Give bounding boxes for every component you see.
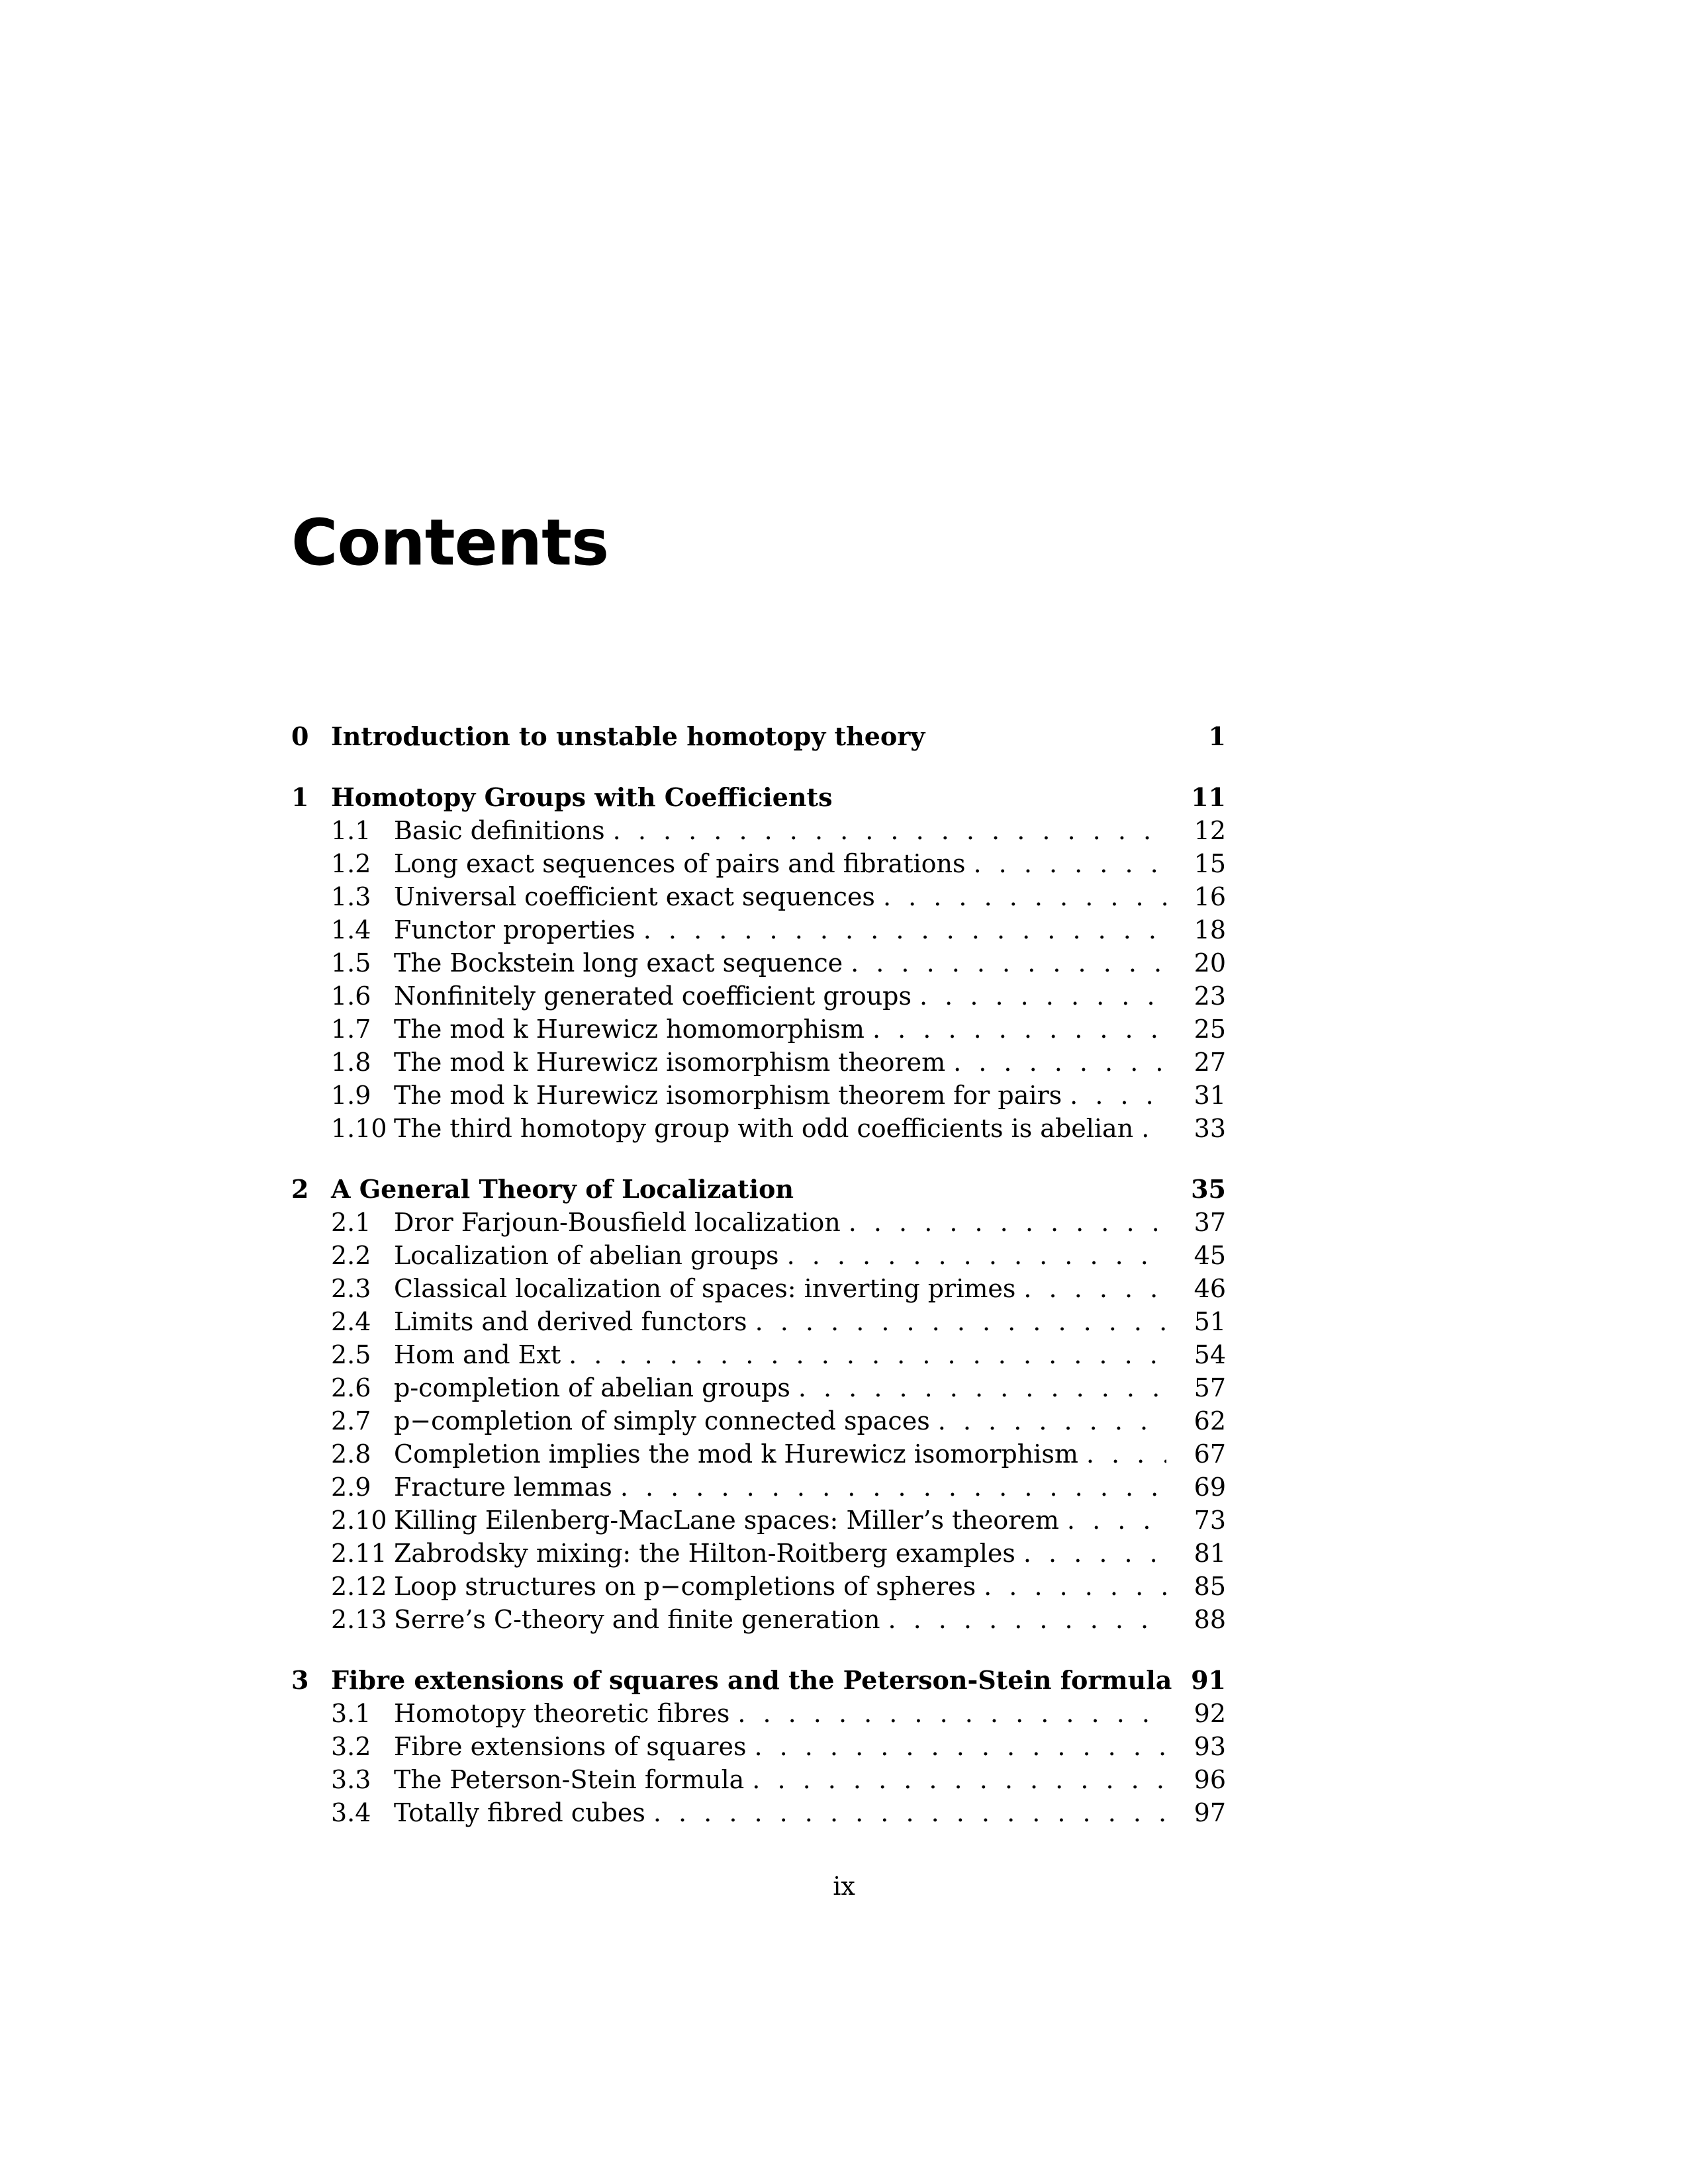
section-number: 2.2: [331, 1241, 371, 1270]
section-title: Nonfinitely generated coefficient groups: [394, 981, 912, 1011]
chapter-title: Homotopy Groups with Coefficients: [331, 782, 833, 812]
section-number: 2.10: [331, 1506, 387, 1535]
dot-leader: [849, 1206, 1166, 1239]
section-title: Basic definitions: [394, 816, 605, 845]
section-title: Homotopy theoretic fibres: [394, 1699, 730, 1728]
toc-section-entry[interactable]: [291, 1079, 1226, 1112]
dot-leader: [653, 1796, 1166, 1829]
section-number: 3.3: [331, 1765, 371, 1794]
section-number: 1.8: [331, 1048, 371, 1077]
section-title-with-leader: [394, 1697, 1166, 1730]
chapter-title: Fibre extensions of squares and the Peterson-Stein formula: [331, 1665, 1172, 1695]
toc-section-entry[interactable]: [291, 1206, 1226, 1239]
section-title-with-leader: [394, 1471, 1166, 1504]
section-title: The mod k Hurewicz isomorphism theorem: [394, 1048, 946, 1077]
section-title: Long exact sequences of pairs and fibrations: [394, 849, 966, 878]
section-number: 2.8: [331, 1439, 371, 1469]
section-title: Universal coefficient exact sequences: [394, 882, 875, 911]
section-title: Hom and Ext: [394, 1340, 561, 1369]
toc-section-entry[interactable]: [291, 1537, 1226, 1570]
section-title-with-leader: [394, 1796, 1166, 1829]
chapter-page-number: 11: [1191, 782, 1226, 812]
section-title-with-leader: [394, 1305, 1166, 1338]
toc-chapter-entry[interactable]: [291, 1664, 1226, 1697]
dot-leader: [754, 1730, 1166, 1763]
dot-leader: [798, 1371, 1166, 1404]
toc-section-entry[interactable]: [291, 946, 1226, 979]
section-number: 2.1: [331, 1208, 371, 1237]
dot-leader: [1141, 1112, 1166, 1145]
section-title-with-leader: [394, 1730, 1166, 1763]
toc-section-entry[interactable]: [291, 1013, 1226, 1046]
section-title: Loop structures on p−completions of spheres: [394, 1572, 976, 1601]
toc-section-entry[interactable]: [291, 979, 1226, 1013]
section-title: Dror Farjoun-Bousfield localization: [394, 1208, 841, 1237]
section-title: p-completion of abelian groups: [394, 1373, 790, 1402]
section-page-number: 81: [1194, 1539, 1226, 1568]
section-page-number: 93: [1194, 1732, 1226, 1761]
section-page-number: 85: [1194, 1572, 1226, 1601]
chapter-page-number: 91: [1191, 1665, 1226, 1695]
section-page-number: 31: [1194, 1081, 1226, 1110]
toc-section-entry[interactable]: [291, 1730, 1226, 1763]
chapter-number: 0: [291, 721, 309, 751]
dot-leader: [787, 1239, 1166, 1272]
section-page-number: 67: [1194, 1439, 1226, 1469]
section-page-number: 27: [1194, 1048, 1226, 1077]
section-title-with-leader: [394, 880, 1166, 913]
dot-leader: [953, 1046, 1166, 1079]
toc-section-entry[interactable]: [291, 1763, 1226, 1796]
toc-chapter: [291, 1173, 1226, 1636]
section-number: 2.4: [331, 1307, 371, 1336]
toc-section-entry[interactable]: [291, 1371, 1226, 1404]
dot-leader: [620, 1471, 1166, 1504]
section-title-with-leader: [394, 1046, 1166, 1079]
section-title-with-leader: [394, 946, 1166, 979]
toc-section-entry[interactable]: [291, 913, 1226, 946]
dot-leader: [752, 1763, 1166, 1796]
section-title: Zabrodsky mixing: the Hilton-Roitberg examples: [394, 1539, 1015, 1568]
toc-section-entry[interactable]: [291, 1603, 1226, 1636]
dot-leader: [984, 1570, 1166, 1603]
section-title: The mod k Hurewicz isomorphism theorem for pairs: [394, 1081, 1062, 1110]
toc-chapter-entry[interactable]: [291, 720, 1226, 753]
dot-leader: [643, 913, 1166, 946]
section-page-number: 20: [1194, 948, 1226, 978]
section-title: The third homotopy group with odd coefficients is abelian: [394, 1114, 1134, 1143]
section-title-with-leader: [394, 1206, 1166, 1239]
chapter-page-number: 35: [1191, 1174, 1226, 1204]
section-number: 3.4: [331, 1798, 371, 1827]
section-page-number: 33: [1194, 1114, 1226, 1143]
section-number: 1.2: [331, 849, 371, 878]
dot-leader: [1067, 1504, 1166, 1537]
section-title: p−completion of simply connected spaces: [394, 1406, 930, 1435]
section-title: Fracture lemmas: [394, 1473, 612, 1502]
section-page-number: 92: [1194, 1699, 1226, 1728]
dot-leader: [1070, 1079, 1166, 1112]
section-number: 2.7: [331, 1406, 371, 1435]
section-title: The Peterson-Stein formula: [394, 1765, 745, 1794]
section-title: Completion implies the mod k Hurewicz isomorphism: [394, 1439, 1078, 1469]
toc-section-entry[interactable]: [291, 1471, 1226, 1504]
toc-section-entry[interactable]: [291, 1338, 1226, 1371]
dot-leader: [883, 880, 1166, 913]
section-page-number: 73: [1194, 1506, 1226, 1535]
page-number: ix: [833, 1872, 855, 1901]
page-title: Contents: [291, 506, 609, 580]
section-title: Totally fibred cubes: [394, 1798, 645, 1827]
section-page-number: 96: [1194, 1765, 1226, 1794]
section-number: 2.11: [331, 1539, 387, 1568]
section-page-number: 46: [1194, 1274, 1226, 1303]
section-title-with-leader: [394, 1112, 1166, 1145]
toc-chapter: [291, 781, 1226, 1145]
section-page-number: 57: [1194, 1373, 1226, 1402]
dot-leader: [569, 1338, 1166, 1371]
section-title-with-leader: [394, 814, 1166, 847]
section-number: 2.6: [331, 1373, 371, 1402]
section-title-with-leader: [394, 847, 1166, 880]
toc-section-entry[interactable]: [291, 1404, 1226, 1437]
section-page-number: 15: [1194, 849, 1226, 878]
section-title-with-leader: [394, 1371, 1166, 1404]
toc-section-entry[interactable]: [291, 1504, 1226, 1537]
section-title: Serre’s C-theory and finite generation: [394, 1605, 880, 1634]
dot-leader: [851, 946, 1166, 979]
chapter-number: 3: [291, 1665, 309, 1695]
chapter-title: A General Theory of Localization: [331, 1174, 794, 1204]
chapter-title: Introduction to unstable homotopy theory: [331, 721, 925, 751]
dot-leader: [919, 979, 1166, 1013]
section-number: 1.1: [331, 816, 371, 845]
section-page-number: 97: [1194, 1798, 1226, 1827]
section-page-number: 69: [1194, 1473, 1226, 1502]
toc-section-entry[interactable]: [291, 847, 1226, 880]
toc-chapter-entry[interactable]: [291, 1173, 1226, 1206]
section-page-number: 62: [1194, 1406, 1226, 1435]
dot-leader: [938, 1404, 1166, 1437]
section-title-with-leader: [394, 1404, 1166, 1437]
section-title-with-leader: [394, 1437, 1166, 1471]
section-title-with-leader: [394, 1239, 1166, 1272]
section-number: 1.10: [331, 1114, 387, 1143]
section-title-with-leader: [394, 1537, 1166, 1570]
section-number: 2.13: [331, 1605, 387, 1634]
section-page-number: 25: [1194, 1015, 1226, 1044]
section-page-number: 23: [1194, 981, 1226, 1011]
section-number: 1.9: [331, 1081, 371, 1110]
section-page-number: 18: [1194, 915, 1226, 944]
section-title-with-leader: [394, 1079, 1166, 1112]
toc-chapter-entry[interactable]: [291, 781, 1226, 814]
section-number: 1.4: [331, 915, 371, 944]
dot-leader: [755, 1305, 1166, 1338]
toc-section-entry[interactable]: [291, 1046, 1226, 1079]
section-title: Classical localization of spaces: inverting primes: [394, 1274, 1016, 1303]
section-number: 2.12: [331, 1572, 387, 1601]
toc-chapter: [291, 720, 1226, 753]
toc-section-entry[interactable]: [291, 1272, 1226, 1305]
toc-section-entry[interactable]: [291, 1437, 1226, 1471]
section-page-number: 12: [1194, 816, 1226, 845]
section-number: 2.5: [331, 1340, 371, 1369]
toc-chapter: [291, 1664, 1226, 1829]
section-number: 1.3: [331, 882, 371, 911]
section-title: Limits and derived functors: [394, 1307, 747, 1336]
section-title-with-leader: [394, 1504, 1166, 1537]
section-title-with-leader: [394, 979, 1166, 1013]
section-page-number: 88: [1194, 1605, 1226, 1634]
section-page-number: 54: [1194, 1340, 1226, 1369]
section-title-with-leader: [394, 1570, 1166, 1603]
toc-section-entry[interactable]: [291, 1239, 1226, 1272]
section-number: 3.1: [331, 1699, 371, 1728]
chapter-number: 2: [291, 1174, 309, 1204]
section-title: Functor properties: [394, 915, 635, 944]
toc-section-entry[interactable]: [291, 880, 1226, 913]
dot-leader: [872, 1013, 1166, 1046]
chapter-page-number: 1: [1208, 721, 1226, 751]
section-title: Fibre extensions of squares: [394, 1732, 747, 1761]
section-number: 1.6: [331, 981, 371, 1011]
section-title-with-leader: [394, 1603, 1166, 1636]
section-page-number: 51: [1194, 1307, 1226, 1336]
section-title-with-leader: [394, 1272, 1166, 1305]
dot-leader: [888, 1603, 1166, 1636]
toc-section-entry[interactable]: [291, 1697, 1226, 1730]
section-page-number: 45: [1194, 1241, 1226, 1270]
section-page-number: 16: [1194, 882, 1226, 911]
toc-section-entry[interactable]: [291, 1305, 1226, 1338]
section-number: 2.9: [331, 1473, 371, 1502]
toc-section-entry[interactable]: [291, 1570, 1226, 1603]
dot-leader: [1023, 1537, 1166, 1570]
section-title-with-leader: [394, 1338, 1166, 1371]
dot-leader: [737, 1697, 1166, 1730]
section-title-with-leader: [394, 1013, 1166, 1046]
section-title-with-leader: [394, 913, 1166, 946]
dot-leader: [613, 814, 1166, 847]
section-number: 3.2: [331, 1732, 371, 1761]
dot-leader: [974, 847, 1167, 880]
section-title: Killing Eilenberg-MacLane spaces: Miller’s theorem: [394, 1506, 1059, 1535]
section-title-with-leader: [394, 1763, 1166, 1796]
dot-leader: [1086, 1437, 1166, 1471]
section-number: 1.7: [331, 1015, 371, 1044]
section-number: 1.5: [331, 948, 371, 978]
table-of-contents: [291, 720, 1226, 1857]
toc-section-entry[interactable]: [291, 814, 1226, 847]
section-title: The mod k Hurewicz homomorphism: [394, 1015, 865, 1044]
chapter-number: 1: [291, 782, 309, 812]
section-title: Localization of abelian groups: [394, 1241, 779, 1270]
toc-section-entry[interactable]: [291, 1112, 1226, 1145]
section-page-number: 37: [1194, 1208, 1226, 1237]
toc-section-entry[interactable]: [291, 1796, 1226, 1829]
section-number: 2.3: [331, 1274, 371, 1303]
section-title: The Bockstein long exact sequence: [394, 948, 843, 978]
dot-leader: [1023, 1272, 1166, 1305]
